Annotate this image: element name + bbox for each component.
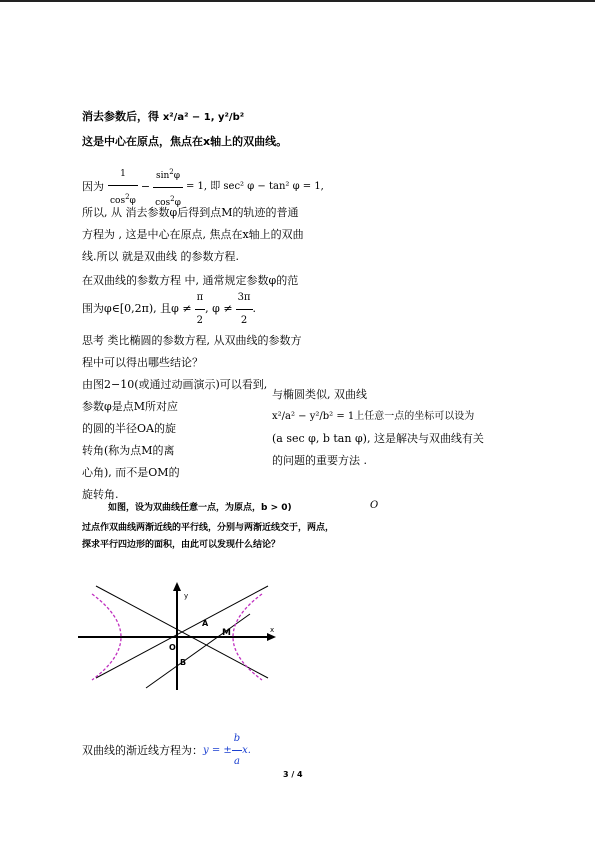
asymptote-eq-tail: x. (242, 744, 251, 756)
block-think (82, 330, 352, 374)
think-line-2: 程中可以得出哪些结论？ (82, 356, 203, 369)
right-col-line-4: 的问题的重要方法 . (272, 454, 367, 467)
label-a: A (202, 619, 209, 628)
asymptote-equation (82, 728, 251, 773)
example-line-1: 如图，设为双曲线任意一点，为原点，b > 0) (108, 503, 292, 513)
frac-3pi-num: 3π (236, 287, 253, 310)
block-param-range (82, 270, 342, 326)
frac-3pi-over-2 (236, 287, 253, 332)
right-col-line-1: 与椭圆类似, 双曲线 (272, 388, 367, 401)
frac-b-over-a (232, 728, 242, 773)
because-line-3: 方程为 , 这是中心在原点, 焦点在x轴上的双曲 (82, 228, 304, 241)
left-col-line-6: 旋转角. (82, 488, 119, 501)
page-number: 3 / 4 (283, 770, 303, 779)
label-y: y (184, 592, 189, 600)
frac-a: a (233, 756, 240, 767)
because-equation-row: 因为 $\frac{1}{\cos^2\varphi}$ − $\frac{\sin^2\varphi}{\cos^2\varphi}$ = 1, 即 sec² φ − tan² φ = 1, (82, 172, 342, 202)
frac-sin2-cos2: $\frac{\sin^2\varphi}{\cos^2\varphi}$ (153, 161, 183, 214)
frac-pi-den: 2 (196, 314, 204, 326)
line1-equation: x²/a² − 1, y²/b² (162, 112, 245, 123)
label-x: x (270, 626, 275, 634)
because-line-2: 所以, 从 消去参数φ后得到点M的轨迹的普通 (82, 206, 299, 219)
because-line-4: 线.所以 就是双曲线 的参数方程. (82, 250, 239, 263)
param-range-line-1: 在双曲线的参数方程 中, 通常规定参数φ的范 (82, 274, 299, 287)
example-o-label: O (370, 500, 379, 511)
left-col-line-1: 由图2−10(或通过动画演示)可以看到, (82, 378, 268, 391)
param-range-line-2: 围为φ∈[0,2π), 且φ ≠ $\frac{\pi}{2}$ , φ ≠ $\frac{3\pi}{2}$ . (82, 292, 342, 326)
think-line-1: 思考 类比椭圆的参数方程, 从双曲线的参数方 (82, 334, 302, 347)
left-col-line-3: 的圆的半径OA的旋 (82, 422, 176, 435)
asymptote-text: 双曲线的渐近线方程为： (82, 743, 203, 757)
right-col-equation: x²/a² − y²/b² = 1上任意一点的坐标可以设为 (272, 411, 475, 422)
block-because (82, 167, 342, 268)
frac-3pi-den: 2 (240, 314, 248, 326)
top-rule (0, 0, 595, 2)
frac-pi-over-2 (195, 287, 206, 332)
frac-pi-num: π (195, 287, 206, 310)
frac-b: b (232, 728, 242, 751)
parallel-line (146, 614, 250, 688)
y-axis-arrow (173, 582, 181, 591)
label-o: O (169, 643, 176, 652)
example-line-3: 探求平行四边形的面积，由此可以发现什么结论？ (82, 540, 281, 550)
param-range-prefix: 围为φ∈[0,2π), 且φ ≠ (82, 302, 192, 315)
frac-1-cos2: $\frac{1}{\cos^2\varphi}$ (108, 163, 138, 212)
block-right-col (272, 384, 502, 472)
right-col-line-3: (a sec φ, b tan φ), 这是解决与双曲线有关 (272, 432, 484, 445)
example-line-2: 过点作双曲线两渐近线的平行线，分别与两渐近线交于，两点， (82, 523, 335, 533)
line-hyperbola-desc: 这是中心在原点，焦点在x轴上的双曲线。 (82, 135, 288, 148)
left-col-line-4: 转角(称为点M的离 (82, 444, 175, 457)
block-left-col (82, 374, 277, 506)
because-equation-tail: = 1, 即 sec² φ − tan² φ = 1, (185, 181, 324, 192)
asymptote-eq-prefix: y = ± (203, 744, 232, 756)
hyperbola-figure (78, 580, 278, 690)
line1-prefix: 消去参数后，得 (82, 110, 159, 123)
line-eliminate-param (82, 106, 244, 129)
label-b: B (180, 658, 187, 667)
label-m: M (222, 628, 231, 638)
left-col-line-5: 心角), 而不是OM的 (82, 466, 180, 479)
because-label: 因为 (82, 180, 104, 193)
x-axis-arrow (267, 633, 276, 641)
left-col-line-2: 参数φ是点M所对应 (82, 400, 178, 413)
param-range-mid: , φ ≠ (205, 302, 233, 315)
